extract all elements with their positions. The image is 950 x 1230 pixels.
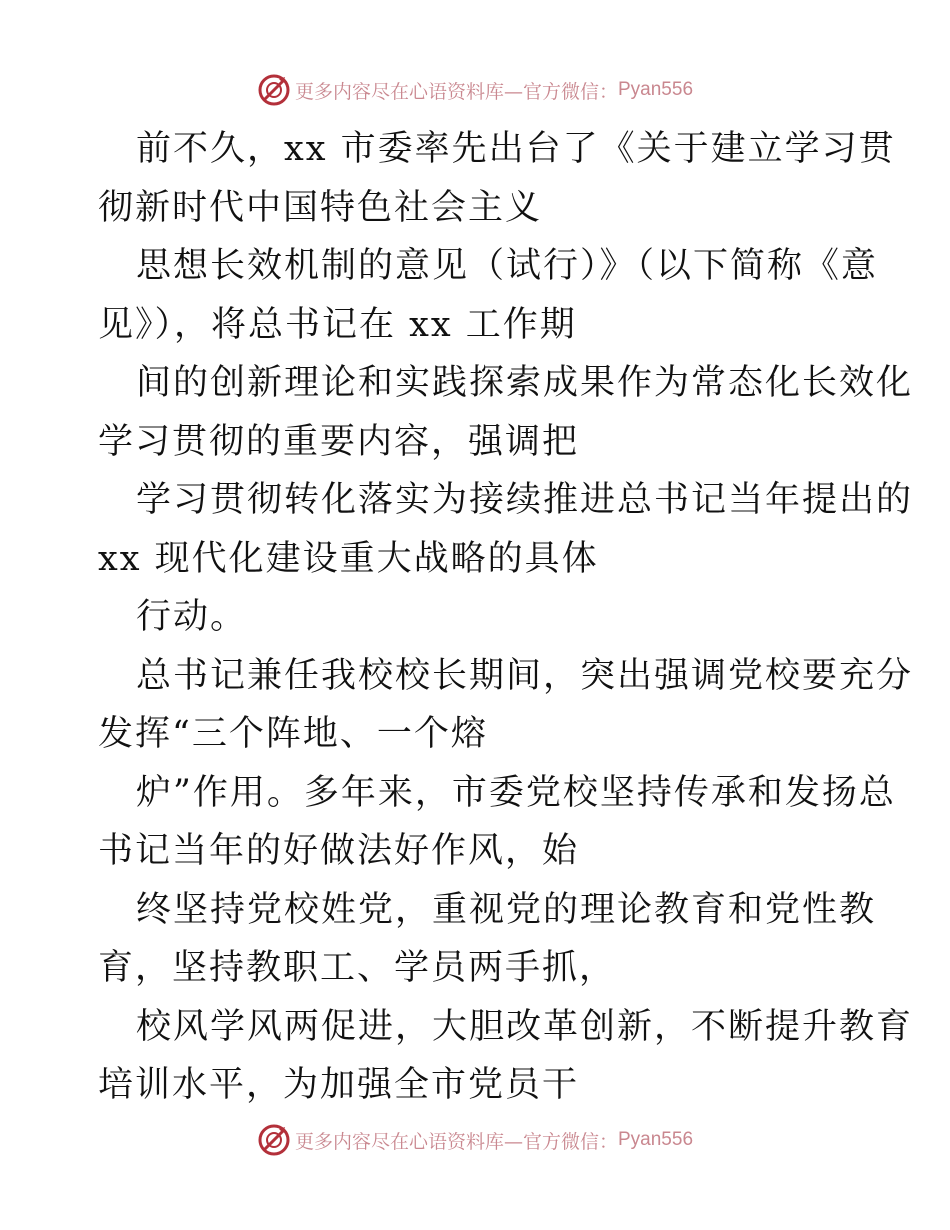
- text-line: 思想长效机制的意见（试行）》（以下简称《意: [136, 246, 879, 286]
- header-watermark: [0, 70, 950, 110]
- text-line: xx 现代化建设重大战略的具体: [98, 538, 599, 579]
- text-line: 学习贯彻的重要内容，强调把: [98, 421, 580, 462]
- brand-logo-icon: [257, 73, 291, 107]
- text-line: 书记当年的好做法好作风，始: [98, 831, 580, 871]
- text-line: 育，坚持教职工、学员两手抓，: [98, 948, 617, 988]
- text-line: 彻新时代中国特色社会主义: [98, 187, 543, 228]
- text-line: 学习贯彻转化落实为接续推进总书记当年提出的: [136, 480, 914, 520]
- watermark-text: 更多内容尽在心语资料库—官方微信：: [294, 80, 618, 103]
- brand-logo-icon: [257, 1123, 291, 1157]
- document-body: [98, 120, 914, 1115]
- text-line: 总书记兼任我校校长期间，突出强调党校要充分: [136, 655, 914, 696]
- text-line: 培训水平，为加强全市党员干: [98, 1065, 580, 1105]
- watermark-wechat-id: Pyan556: [618, 1129, 694, 1150]
- watermark-text: 更多内容尽在心语资料库—官方微信：: [294, 1130, 618, 1153]
- text-line: 间的创新理论和实践探索成果作为常态化长效化: [136, 363, 914, 403]
- text-line: 前不久，xx 市委率先出台了《关于建立学习贯: [136, 129, 896, 169]
- text-line: 炉”作用。多年来，市委党校坚持传承和发扬总: [136, 772, 896, 813]
- text-line: 校风学风两促进，大胆改革创新，不断提升教育: [136, 1006, 914, 1047]
- text-line: 发挥“三个阵地、一个熔: [98, 714, 488, 754]
- text-line: 终坚持党校姓党，重视党的理论教育和党性教: [136, 889, 877, 930]
- footer-watermark: [0, 1120, 950, 1160]
- text-line: 行动。: [136, 597, 248, 637]
- text-line: 见》），将总书记在 xx 工作期: [98, 304, 577, 345]
- watermark-wechat-id: Pyan556: [618, 79, 694, 100]
